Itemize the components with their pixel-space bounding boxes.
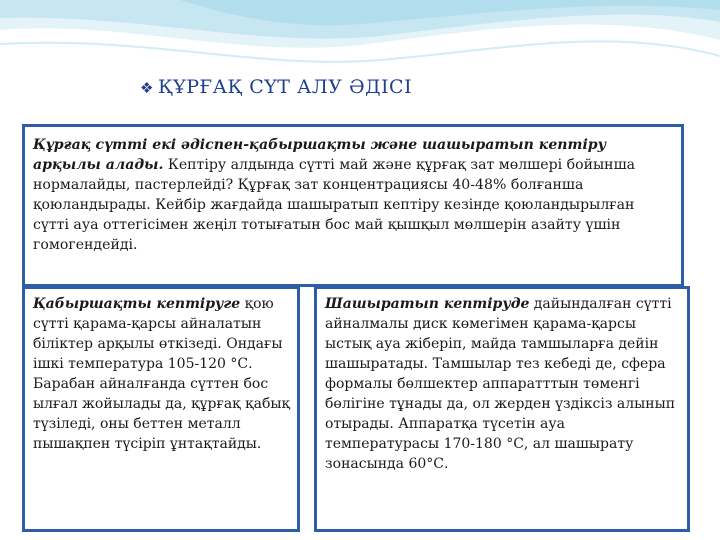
flake-drying-box: [22, 286, 300, 532]
page-title: [140, 76, 412, 98]
decorative-wave-header: [0, 0, 720, 80]
intro-emphasis: Құрғақ сүтті екі әдіспен-қабыршақты және шашыратып кептіру арқылы алады.: [33, 137, 607, 173]
spray-drying-emphasis: Шашыратып кептіруде: [325, 296, 530, 312]
diamond-bullet-icon: ❖: [140, 79, 154, 97]
page-title-text: ҚҰРҒАҚ СҮТ АЛУ ӘДІСІ: [157, 76, 413, 98]
intro-text: Кептіру алдында сүтті май және құрғақ зат мөлшері бойынша нормалайды, пастерлейді? Құрғақ зат концентрациясы 40-48% болғанша қоюландырады. Кейбір жағдайда шашыратып кептіру кезінде қоюландырылған сүтті ауа оттегісімен жеңіл тотығатын бос май қышқыл мөлшерін азайту үшін гомогендейді.: [33, 157, 636, 253]
flake-drying-emphasis: Қабыршақты кептіруге: [33, 296, 241, 312]
spray-drying-box: [314, 286, 690, 532]
spray-drying-text: дайындалған сүтті айналмалы диск көмегімен қарама-қарсы ыстық ауа жіберіп, майда тамшыларға дейін шашыратады. Тамшылар тез кебеді де, сфера формалы бөлшектер аппаратттын төменгі бөлігіне тұнады да, ол жерден үздіксіз алынып отырады. Аппаратқа түсетін ауа температурасы 170-180 °С, ал шашырату зонасында 60°С.: [325, 296, 676, 472]
flake-drying-text: қою сүтті қарама-қарсы айналатын біліктер арқылы өткізеді. Ондағы ішкі температура 105-120 °С. Барабан айналғанда сүттен бос ылғал жойылады да, құрғақ қабық түзіледі, оны беттен металл пышақпен түсіріп ұнтақтайды.: [33, 296, 291, 452]
intro-text-box: [22, 124, 684, 287]
